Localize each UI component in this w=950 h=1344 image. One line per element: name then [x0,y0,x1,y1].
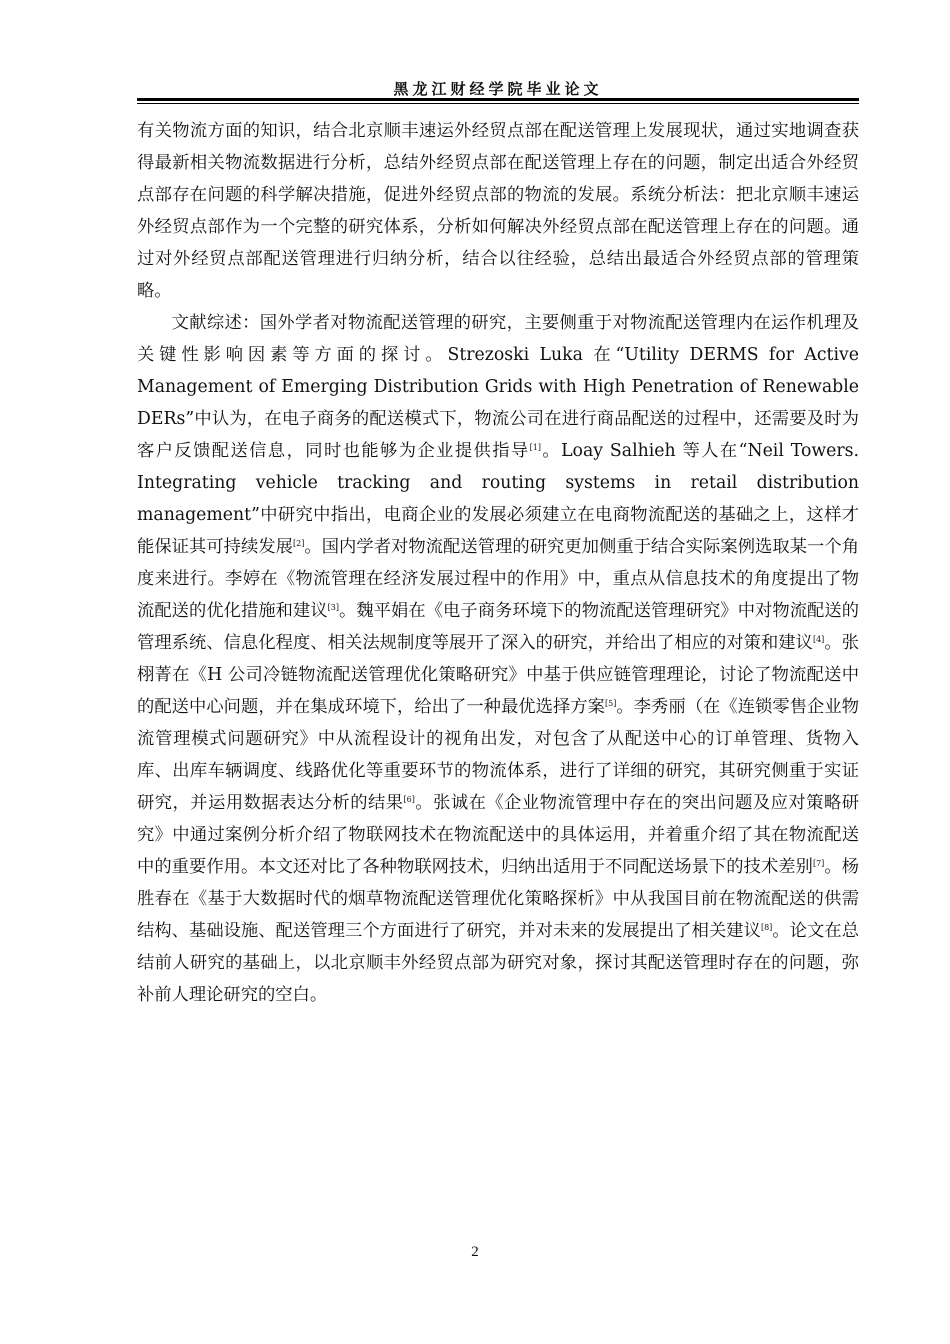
text-segment: 。张诚在《企业物流管理中存在的突出问题及应对策略研究》中通过案例分析介绍了物联网技术在物流配送中的具体运用，并着重介绍了其在物流配送中的重要作用。本文还对比了各种物联网技术，归纳出适用于不同配送场景下的技术差别 [137,793,859,877]
citation-6: [6] [403,795,415,804]
text-segment: 。国内学者对物流配送管理的研究更加侧重于结合实际案例选取某一个角度来进行。李婷在《物流管理在经济发展过程中的作用》中，重点从信息技术的角度提出了物流配送的优化措施和建议 [137,537,859,621]
paragraph-literature-review [137,307,859,1011]
text-segment: 。Loay Salhieh 等人在“Neil Towers. Integrating vehicle tracking and routing systems in retail distribution management”中研究中指出，电商企业的发展必须建立在电商物流配送的基础之上，这样才能保证其可持续发展 [137,441,859,557]
citation-7: [7] [812,859,825,868]
citation-1: [1] [529,443,541,452]
body-text [137,115,859,1011]
header-rule-thick [137,98,859,101]
text-segment: 文献综述：国外学者对物流配送管理的研究，主要侧重于对物流配送管理内在运作机理及关键性影响因素等方面的探讨。Strezoski Luka 在“Utility DERMS for Active Management of Emerging Distribution Grids with High Penetration of Renewable DERs”中认为，在电子商务的配送模式下，物流公司在进行商品配送的过程中，还需要及时为客户反馈配送信息，同时也能够为企业提供指导 [137,313,859,461]
text-segment: 。张栩菁在《H 公司冷链物流配送管理优化策略研究》中基于供应链管理理论，讨论了物流配送中的配送中心问题，并在集成环境下，给出了一种最优选择方案 [137,633,859,717]
citation-2: [2] [293,539,305,548]
text-segment: 。论文在总结前人研究的基础上，以北京顺丰外经贸点部为研究对象，探讨其配送管理时存在的问题，弥补前人理论研究的空白。 [137,921,859,1005]
text-segment: 。李秀丽（在《连锁零售企业物流管理模式问题研究》中从流程设计的视角出发，对包含了从配送中心的订单管理、货物入库、出库车辆调度、线路优化等重要环节的物流体系，进行了详细的研究，其研究侧重于实证研究，并运用数据表达分析的结果 [137,697,859,813]
text-segment: 。杨胜春在《基于大数据时代的烟草物流配送管理优化策略探析》中从我国目前在物流配送的供需结构、基础设施、配送管理三个方面进行了研究，并对未来的发展提出了相关建议 [137,857,859,941]
header-rule-thin [137,103,859,104]
text-segment: 。魏平娟在《电子商务环境下的物流配送管理研究》中对物流配送的管理系统、信息化程度、相关法规制度等展开了深入的研究，并给出了相应的对策和建议 [137,601,859,653]
citation-3: [3] [327,603,339,612]
running-header: 黑龙江财经学院毕业论文 [393,80,603,98]
citation-4: [4] [812,635,825,644]
citation-5: [5] [604,699,617,708]
citation-8: [8] [760,923,773,932]
page-number: 2 [471,1244,479,1260]
paragraph-methods: 有关物流方面的知识，结合北京顺丰速运外经贸点部在配送管理上发展现状，通过实地调查获得最新相关物流数据进行分析，总结外经贸点部在配送管理上存在的问题，制定出适合外经贸点部存在问题的科学解决措施，促进外经贸点部的物流的发展。系统分析法：把北京顺丰速运外经贸点部作为一个完整的研究体系，分析如何解决外经贸点部在配送管理上存在的问题。通过对外经贸点部配送管理进行归纳分析，结合以往经验，总结出最适合外经贸点部的管理策略。 [137,121,859,301]
